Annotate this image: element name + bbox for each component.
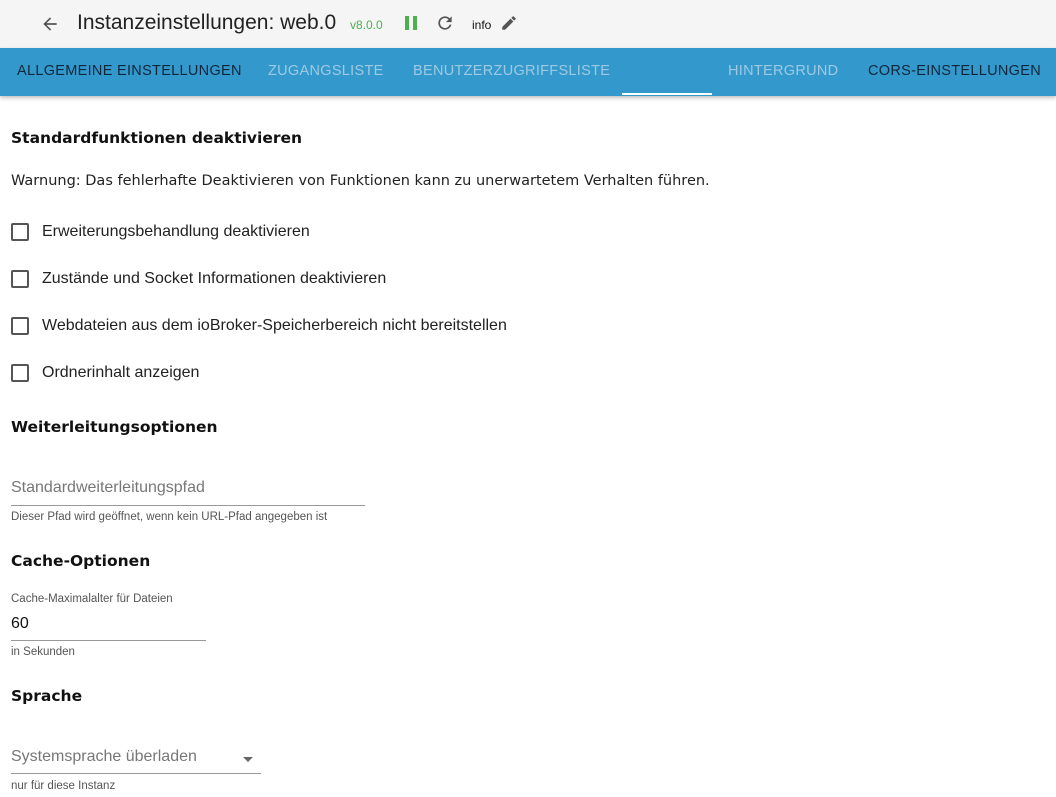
reload-icon xyxy=(435,13,455,33)
tab-general-settings[interactable]: ALLGEMEINE EINSTELLUNGEN xyxy=(17,63,242,79)
tab-user-access-list[interactable]: BENUTZERZUGRIFFSLISTE xyxy=(413,63,611,79)
language-select-placeholder: Systemsprache überladen xyxy=(11,748,197,765)
language-helper-text: nur für diese Instanz xyxy=(11,780,116,792)
tab-access-list[interactable]: ZUGANGSLISTE xyxy=(268,63,384,79)
checkbox-show-folder-index[interactable] xyxy=(11,362,199,384)
pause-button[interactable] xyxy=(400,12,422,34)
checkbox-disable-states[interactable] xyxy=(11,268,386,290)
select-underline xyxy=(11,773,261,774)
cache-helper-text: in Sekunden xyxy=(11,646,75,658)
back-button[interactable] xyxy=(36,10,64,38)
checkbox-box[interactable] xyxy=(11,270,29,288)
checkbox-box[interactable] xyxy=(11,364,29,382)
default-redirect-input[interactable] xyxy=(11,479,365,507)
pause-icon xyxy=(403,14,419,32)
version-label: v8.0.0 xyxy=(350,18,383,32)
cache-max-age-input[interactable] xyxy=(11,615,206,641)
section-heading-disable: Standardfunktionen deaktivieren xyxy=(11,129,303,147)
section-heading-cache: Cache-Optionen xyxy=(11,552,151,570)
input-underline xyxy=(11,505,365,506)
tab-cors-settings[interactable]: CORS-EINSTELLUNGEN xyxy=(868,63,1041,79)
checkbox-disable-extensions[interactable] xyxy=(11,221,310,243)
title-bar xyxy=(0,0,1056,48)
tab-indicator xyxy=(622,93,712,95)
cache-max-age-label: Cache-Maximalalter für Dateien xyxy=(11,593,173,605)
input-underline xyxy=(11,640,206,641)
edit-pencil-icon xyxy=(500,14,518,32)
redirect-helper-text: Dieser Pfad wird geöffnet, wenn kein URL-Pfad angegeben ist xyxy=(11,511,328,523)
log-level-label: info xyxy=(472,18,492,32)
arrow-back-icon xyxy=(40,14,60,34)
checkbox-box[interactable] xyxy=(11,317,29,335)
section-heading-language: Sprache xyxy=(11,687,83,705)
page-title: Instanzeinstellungen: web.0 xyxy=(77,11,337,34)
checkbox-label: Ordnerinhalt anzeigen xyxy=(42,364,200,381)
reload-button[interactable] xyxy=(434,12,456,34)
tab-selected-blank[interactable] xyxy=(622,48,712,96)
language-select[interactable] xyxy=(11,748,261,774)
section-heading-redirect: Weiterleitungsoptionen xyxy=(11,418,218,436)
warning-text: Warnung: Das fehlerhafte Deaktivieren von Funktionen kann zu unerwartetem Verhalten führen. xyxy=(11,173,710,189)
dropdown-arrow-icon xyxy=(242,756,254,764)
checkbox-label: Zustände und Socket Informationen deaktivieren xyxy=(42,270,387,287)
default-redirect-placeholder: Standardweiterleitungspfad xyxy=(11,479,205,496)
tab-background[interactable]: HINTERGRUND xyxy=(728,63,839,79)
checkbox-box[interactable] xyxy=(11,223,29,241)
edit-log-level-button[interactable] xyxy=(499,13,519,33)
cache-max-age-value: 60 xyxy=(11,615,29,632)
checkbox-label: Webdateien aus dem ioBroker-Speicherbereich nicht bereitstellen xyxy=(42,317,507,334)
checkbox-no-web-files[interactable] xyxy=(11,315,507,337)
checkbox-label: Erweiterungsbehandlung deaktivieren xyxy=(42,223,310,240)
tab-bar xyxy=(0,48,1056,96)
